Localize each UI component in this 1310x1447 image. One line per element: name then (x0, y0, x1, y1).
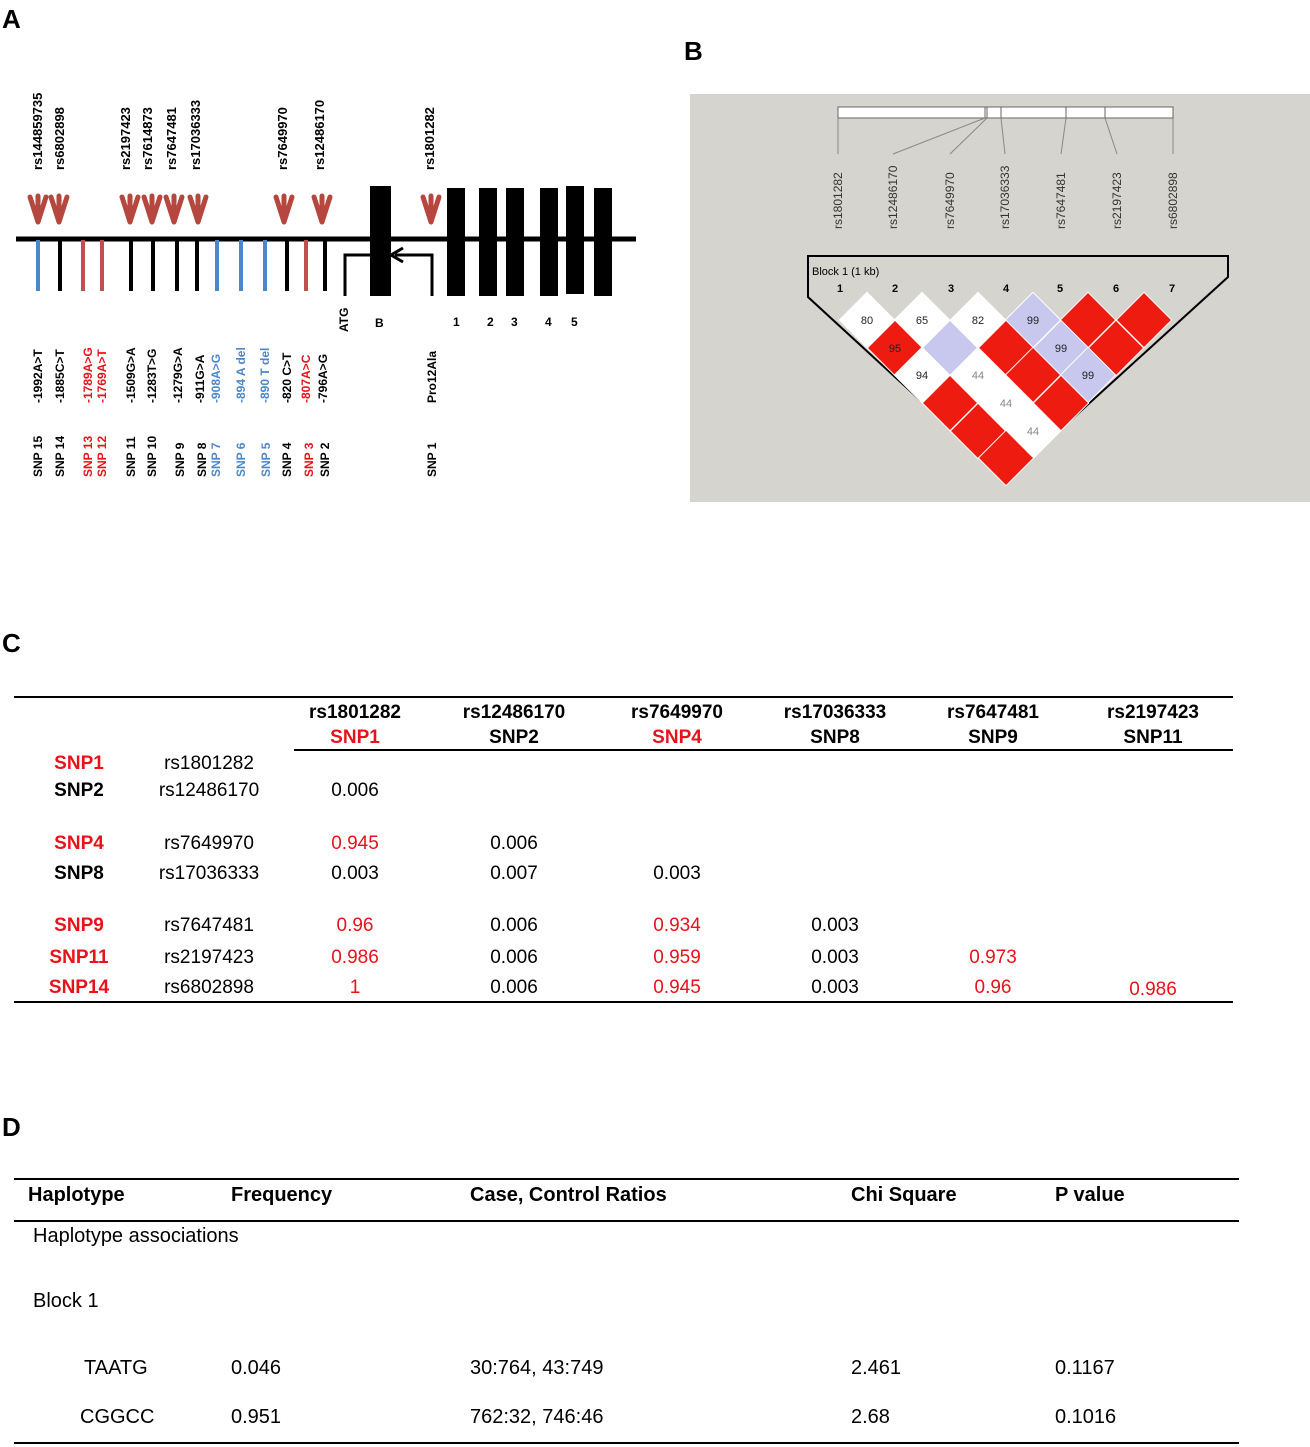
section-label: Haplotype associations (33, 1225, 239, 1247)
ld-value: 99 (1081, 370, 1095, 382)
snp-label: SNP 13 (81, 435, 95, 477)
header-haplotype: Haplotype (28, 1184, 125, 1206)
rs-label: rs6802898 (52, 107, 67, 170)
ld-value: 95 (888, 343, 902, 355)
marker-label: rs2197423 (1110, 172, 1124, 229)
row-label-rs: rs7647481 (164, 915, 254, 936)
row-label-rs: rs17036333 (158, 863, 260, 884)
hap-row-1-chi: 2.461 (851, 1357, 902, 1379)
variant-label: -1789A>G (81, 347, 95, 403)
snp-label: SNP 9 (173, 442, 187, 477)
ld-value: 94 (915, 370, 929, 382)
column-header-snp: SNP9 (968, 727, 1018, 748)
row-label-rs: rs6802898 (164, 977, 254, 998)
panel-label-c: C (2, 628, 21, 658)
hap-row-2-ratios: 762:32, 746:46 (470, 1406, 604, 1428)
r2-value: 0.945 (653, 977, 701, 998)
marker-label: rs1801282 (831, 172, 845, 229)
row-label-snp: SNP11 (49, 947, 109, 968)
r2-value: 0.945 (331, 833, 379, 854)
ld-value: 99 (1054, 343, 1068, 355)
column-header-rs: rs7649970 (631, 702, 723, 723)
row-label-snp: SNP14 (48, 977, 110, 998)
variant-label: -807A>C (299, 354, 313, 403)
hap-bottom-rule (14, 1442, 1239, 1444)
row-label-snp: SNP8 (54, 863, 104, 884)
rs-label: rs7649970 (275, 107, 290, 170)
marker-index: 1 (836, 283, 844, 295)
row-label-snp: SNP4 (54, 833, 104, 854)
r2-value: 0.003 (811, 915, 859, 936)
column-header-snp: SNP1 (330, 727, 380, 748)
variant-label: Pro12Ala (425, 350, 439, 403)
r2-value: 1 (349, 977, 361, 998)
row-label-rs: rs12486170 (158, 780, 260, 801)
marker-label: rs17036333 (998, 165, 1012, 229)
variant-label: -1769A>T (95, 349, 109, 403)
hap-row-1-p: 0.1167 (1055, 1357, 1115, 1379)
snp-label: SNP 1 (425, 442, 439, 477)
variant-label: -908A>G (209, 353, 223, 403)
variant-label: -1509G>A (124, 347, 138, 403)
snp-label: SNP 14 (53, 435, 67, 477)
r2-value: 0.003 (331, 863, 379, 884)
header-ratios: Case, Control Ratios (470, 1184, 667, 1206)
marker-index: 5 (1056, 283, 1064, 295)
rs-label: rs1801282 (422, 107, 437, 170)
marker-index: 6 (1112, 283, 1120, 295)
rs-label: rs12486170 (312, 99, 327, 170)
snp-label: SNP 2 (318, 442, 332, 477)
column-header-snp: SNP4 (652, 727, 702, 748)
r2-value: 0.006 (331, 780, 379, 801)
snp-label: SNP 3 (302, 442, 316, 477)
column-header-rs: rs7647481 (947, 702, 1039, 723)
header-frequency: Frequency (231, 1184, 333, 1206)
snp-label: SNP 5 (259, 442, 273, 477)
marker-label: rs7647481 (1054, 172, 1068, 229)
snp-label: SNP 12 (95, 435, 109, 477)
hap-row-2-p: 0.1016 (1055, 1406, 1117, 1428)
r2-value: 0.973 (969, 947, 1017, 968)
r2-value: 0.003 (811, 947, 859, 968)
snp-label: SNP 15 (31, 435, 45, 477)
variant-label: -796A>G (316, 353, 330, 403)
row-label-rs: rs7649970 (164, 833, 254, 854)
r2-value: 0.006 (490, 833, 538, 854)
snp-label: SNP 11 (124, 436, 138, 477)
rs-label: rs7647481 (164, 107, 179, 170)
row-label-snp: SNP1 (54, 753, 104, 774)
r2-value: 0.934 (653, 915, 701, 936)
r2-value: 0.006 (490, 977, 538, 998)
column-header-snp: SNP2 (489, 727, 539, 748)
r2-value: 0.986 (1129, 979, 1177, 1000)
r2-value: 0.006 (490, 915, 538, 936)
ld-value: 80 (860, 315, 874, 327)
variant-label: -820 C>T (280, 352, 294, 403)
column-header-snp: SNP11 (1123, 727, 1183, 748)
ld-value: 65 (915, 315, 929, 327)
rs-label: rs2197423 (118, 107, 133, 170)
variant-label: -1283T>G (145, 348, 159, 403)
column-header-rs: rs17036333 (783, 702, 887, 723)
exon-number-label: 2 (487, 315, 494, 329)
marker-label: rs6802898 (1166, 172, 1180, 229)
hap-row-1-ratios: 30:764, 43:749 (470, 1357, 604, 1379)
marker-label: rs12486170 (886, 165, 900, 229)
snp-label: SNP 7 (209, 442, 223, 477)
r2-value: 0.007 (490, 863, 538, 884)
hap-row-1-haplotype: TAATG (84, 1357, 148, 1379)
marker-index: 2 (891, 283, 899, 295)
block-label: Block 1 (1 kb) (812, 266, 880, 278)
r2-value: 0.96 (336, 915, 374, 936)
column-header-rs: rs1801282 (309, 702, 401, 723)
ld-value: 44 (971, 370, 985, 382)
header-chi-square: Chi Square (851, 1184, 957, 1206)
exon-number-label: 4 (545, 315, 552, 329)
marker-index: 3 (947, 283, 955, 295)
row-label-snp: SNP2 (54, 780, 104, 801)
atg-label: ATG (337, 307, 351, 332)
panel-label-d: D (2, 1112, 21, 1142)
r2-value: 0.959 (653, 947, 701, 968)
variant-label: -894 A del (234, 347, 248, 403)
header-p-value: P value (1055, 1184, 1125, 1206)
snp-label: SNP 4 (280, 442, 294, 477)
rs-label: rs144859735 (30, 92, 45, 170)
column-header-rs: rs12486170 (462, 702, 566, 723)
hap-row-1-frequency: 0.046 (231, 1357, 282, 1379)
ld-value: 44 (1026, 426, 1040, 438)
r2-value: 0.006 (490, 947, 538, 968)
column-header-snp: SNP8 (810, 727, 860, 748)
variant-label: -1885C>T (53, 349, 67, 403)
hap-row-2-haplotype: CGGCC (80, 1406, 155, 1428)
ld-value: 44 (999, 398, 1013, 410)
snp-label: SNP 6 (234, 442, 248, 477)
snp-label: SNP 10 (145, 435, 159, 477)
exon-b-label: B (375, 316, 384, 330)
marker-index: 4 (1002, 283, 1010, 295)
variant-label: -1279G>A (171, 347, 185, 403)
hap-row-2-frequency: 0.951 (231, 1406, 282, 1428)
panel-label-b: B (684, 36, 703, 66)
exon-number-label: 5 (571, 315, 578, 329)
column-header-rs: rs2197423 (1107, 702, 1199, 723)
marker-label: rs7649970 (943, 172, 957, 229)
snp-label: SNP 8 (195, 442, 209, 477)
row-label-rs: rs2197423 (164, 947, 254, 968)
variant-label: -1992A>T (31, 349, 45, 403)
ld-value: 99 (1026, 315, 1040, 327)
panel-label-a: A (2, 4, 21, 34)
rs-label: rs17036333 (188, 99, 203, 170)
r2-value: 0.003 (811, 977, 859, 998)
marker-index: 7 (1168, 283, 1176, 295)
r2-value: 0.003 (653, 863, 701, 884)
r2-value: 0.986 (331, 947, 379, 968)
hap-row-2-chi: 2.68 (851, 1406, 890, 1428)
row-label-snp: SNP9 (54, 915, 104, 936)
exon-number-label: 1 (453, 315, 460, 329)
hap-header-rule (14, 1220, 1239, 1222)
row-label-rs: rs1801282 (164, 753, 254, 774)
hap-top-rule (14, 1178, 1239, 1180)
rs-label: rs7614873 (140, 107, 155, 170)
variant-label: -911G>A (193, 354, 207, 403)
variant-label: -890 T del (258, 347, 272, 403)
ld-value: 82 (971, 315, 985, 327)
r2-value: 0.96 (974, 977, 1012, 998)
exon-number-label: 3 (511, 315, 518, 329)
block-label: Block 1 (33, 1290, 99, 1312)
